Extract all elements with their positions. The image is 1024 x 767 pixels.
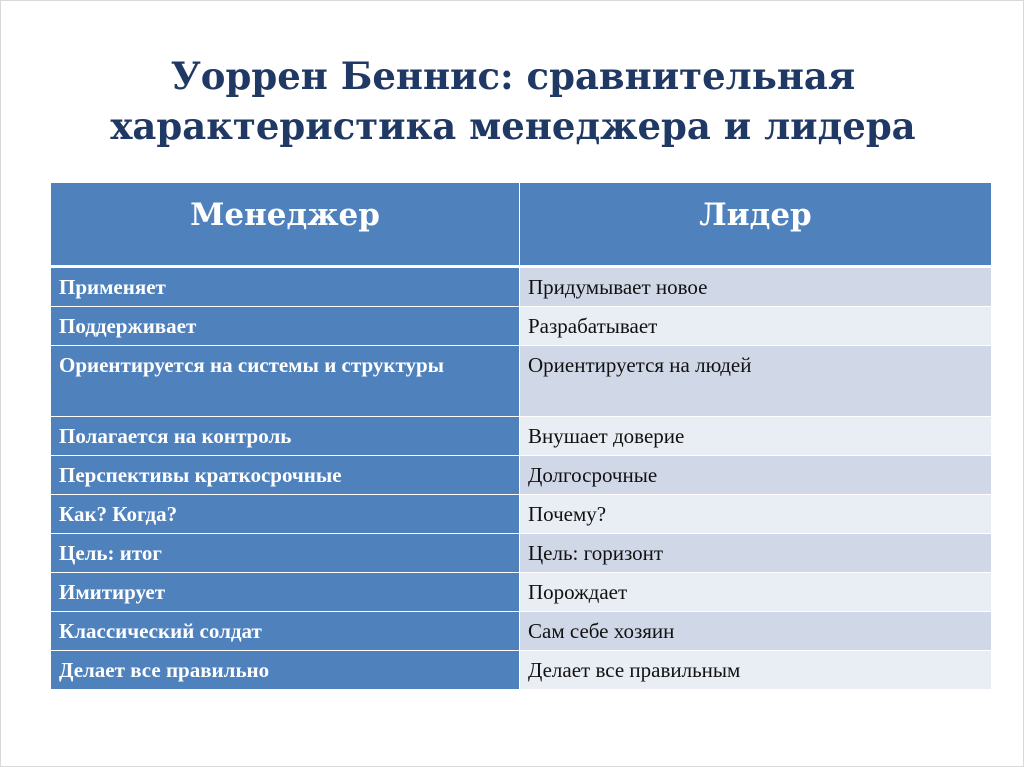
table-row — [51, 573, 992, 612]
comparison-table — [50, 182, 992, 690]
leader-cell: Долгосрочные — [520, 456, 992, 495]
manager-cell: Классический солдат — [51, 612, 520, 651]
leader-cell: Сам себе хозяин — [520, 612, 992, 651]
table-row — [51, 651, 992, 690]
table-row — [51, 417, 992, 456]
table-row — [51, 346, 992, 417]
manager-cell: Цель: итог — [51, 534, 520, 573]
manager-cell: Имитирует — [51, 573, 520, 612]
leader-cell: Цель: горизонт — [520, 534, 992, 573]
table-row — [51, 456, 992, 495]
manager-cell: Ориентируется на системы и структуры — [51, 346, 520, 417]
table-header-row — [51, 183, 992, 267]
slide-title-line-2: характеристика менеджера и лидера — [110, 104, 916, 148]
leader-cell: Ориентируется на людей — [520, 346, 992, 417]
table-row — [51, 307, 992, 346]
leader-cell: Делает все правильным — [520, 651, 992, 690]
manager-cell: Делает все правильно — [51, 651, 520, 690]
slide-title-line-1: Уоррен Беннис: сравнительная — [170, 54, 856, 98]
leader-cell: Порождает — [520, 573, 992, 612]
table-row — [51, 534, 992, 573]
leader-cell: Почему? — [520, 495, 992, 534]
table-row — [51, 267, 992, 307]
leader-cell: Разрабатывает — [520, 307, 992, 346]
manager-cell: Перспективы краткосрочные — [51, 456, 520, 495]
table-row — [51, 495, 992, 534]
manager-cell: Применяет — [51, 267, 520, 307]
manager-cell: Полагается на контроль — [51, 417, 520, 456]
leader-cell: Внушает доверие — [520, 417, 992, 456]
manager-cell: Поддерживает — [51, 307, 520, 346]
slide-title — [41, 51, 985, 151]
table-row — [51, 612, 992, 651]
manager-cell: Как? Когда? — [51, 495, 520, 534]
header-manager: Менеджер — [51, 183, 520, 267]
header-leader: Лидер — [520, 183, 992, 267]
leader-cell: Придумывает новое — [520, 267, 992, 307]
